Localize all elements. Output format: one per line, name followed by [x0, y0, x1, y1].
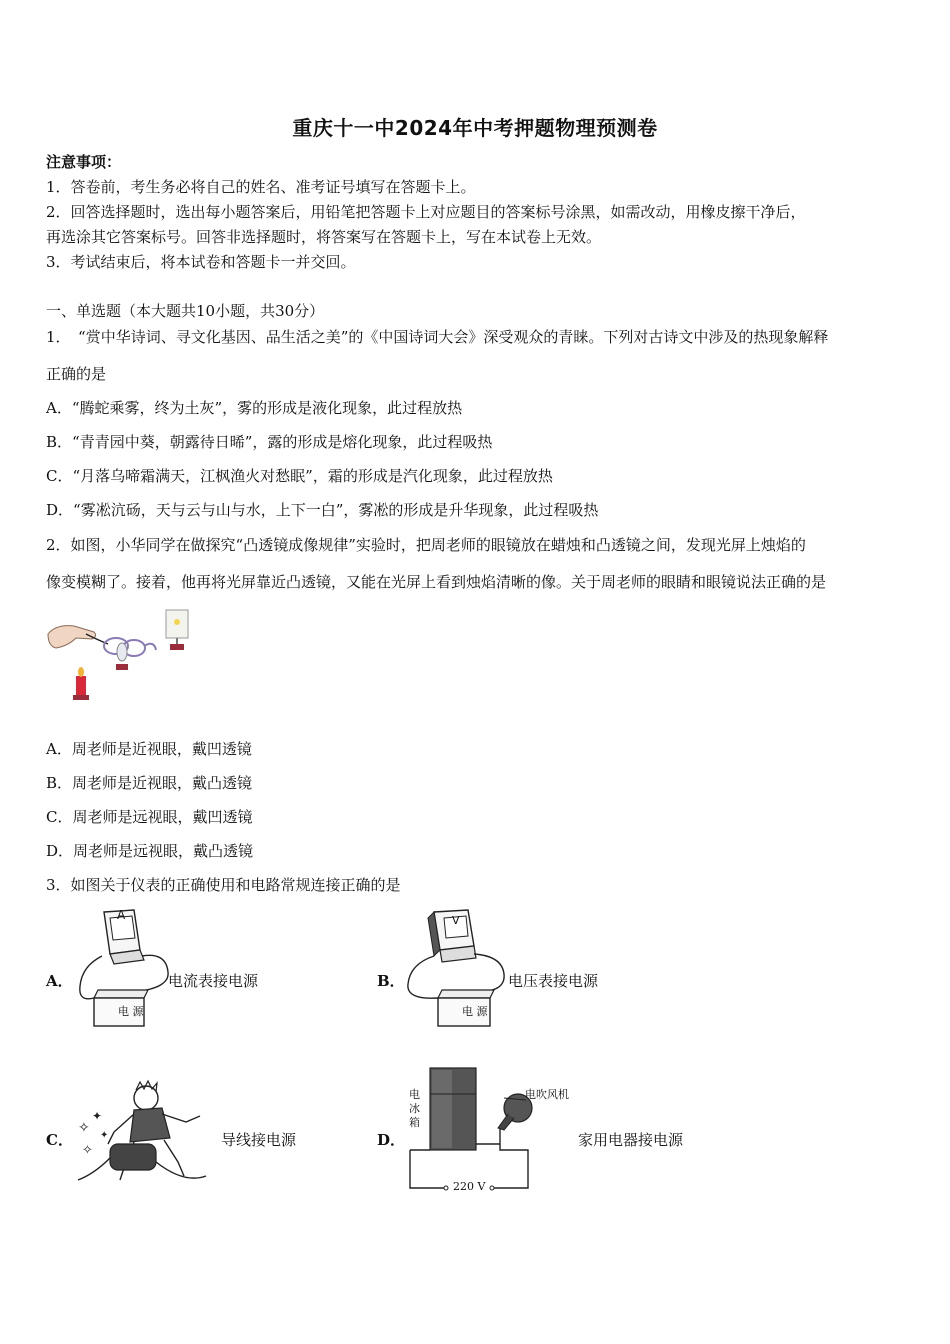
svg-text:✧: ✧	[82, 1143, 93, 1158]
q3-d-voltage-label: 220 V	[453, 1180, 486, 1193]
q1-option-c: C．“月落乌啼霜满天，江枫渔火对愁眠”，霜的形成是汽化现象，此过程放热	[46, 467, 553, 485]
svg-text:✦: ✦	[92, 1109, 103, 1123]
q3-option-a-caption: 电流表接电源	[168, 972, 259, 990]
q3-b-battery-label: 电 源	[462, 1005, 488, 1018]
notice-heading: 注意事项：	[46, 153, 122, 171]
q3-c-shock-figure	[74, 1080, 214, 1192]
notice-item-2-cont: 再选涂其它答案标号。回答非选择题时，将答案写在答题卡上，写在本试卷上无效。	[46, 228, 602, 246]
q2-option-c: C．周老师是远视眼，戴凹透镜	[46, 808, 253, 826]
q3-a-meter-letter: A	[117, 908, 126, 922]
svg-text:✦: ✦	[100, 1130, 109, 1141]
q1-stem-line2: 正确的是	[46, 365, 107, 383]
q3-option-c-letter: C．	[46, 1131, 73, 1149]
q3-option-d-letter: D．	[377, 1131, 406, 1149]
q2-option-b: B．周老师是近视眼，戴凸透镜	[46, 774, 253, 792]
q1-option-d: D．“雾凇沆砀，天与云与山与水，上下一白”，雾凇的形成是升华现象，此过程吸热	[46, 501, 599, 519]
notice-item-1: 1．答卷前，考生务必将自己的姓名、准考证号填写在答题卡上。	[46, 178, 476, 196]
page-title: 重庆十一中2024年中考押题物理预测卷	[292, 116, 658, 140]
q2-option-a: A．周老师是近视眼，戴凹透镜	[46, 740, 252, 758]
q3-d-dryer-label: 电吹风机	[525, 1088, 569, 1101]
q3-b-meter-letter: V	[452, 914, 460, 927]
q3-option-b-letter: B．	[377, 972, 405, 990]
q3-option-a-letter: A．	[46, 972, 73, 990]
section-heading: 一、单选题（本大题共10小题，共30分）	[46, 302, 325, 320]
q2-option-d: D．周老师是远视眼，戴凸透镜	[46, 842, 254, 860]
notice-item-3: 3．考试结束后，将本试卷和答题卡一并交回。	[46, 253, 356, 271]
q1-option-b: B．“青青园中葵，朝露待日晞”，露的形成是熔化现象，此过程吸热	[46, 433, 493, 451]
q2-stem-line2: 像变模糊了。接着，他再将光屏靠近凸透镜，又能在光屏上看到烛焰清晰的像。关于周老师的眼睛和眼镜说法正确的是	[46, 573, 827, 591]
svg-text:✧: ✧	[78, 1120, 90, 1136]
q1-option-a: A．“腾蛇乘雾，终为土灰”，雾的形成是液化现象，此过程放热	[46, 399, 463, 417]
q1-stem-line1: 1． “赏中华诗词、寻文化基因、品生活之美”的《中国诗词大会》深受观众的青睐。下列对古诗文中涉及的热现象解释	[46, 328, 829, 346]
q3-a-battery-label: 电 源	[118, 1005, 144, 1018]
q3-option-b-caption: 电压表接电源	[508, 972, 599, 990]
q3-option-c-caption: 导线接电源	[221, 1131, 297, 1149]
q3-stem: 3．如图关于仪表的正确使用和电路常规连接正确的是	[46, 876, 401, 894]
notice-item-2: 2．回答选择题时，选出每小题答案后，用铅笔把答题卡上对应题目的答案标号涂黑，如需改动，用橡皮擦干净后，	[46, 203, 806, 221]
q3-d-fridge-label: 电冰箱	[409, 1088, 420, 1129]
q3-option-d-caption: 家用电器接电源	[578, 1131, 684, 1149]
q2-stem-line1: 2．如图，小华同学在做探究“凸透镜成像规律”实验时，把周老师的眼镜放在蜡烛和凸透镜之间，发现光屏上烛焰的	[46, 536, 806, 554]
q2-optics-figure	[46, 606, 196, 706]
q3-d-appliance-figure	[404, 1064, 580, 1194]
